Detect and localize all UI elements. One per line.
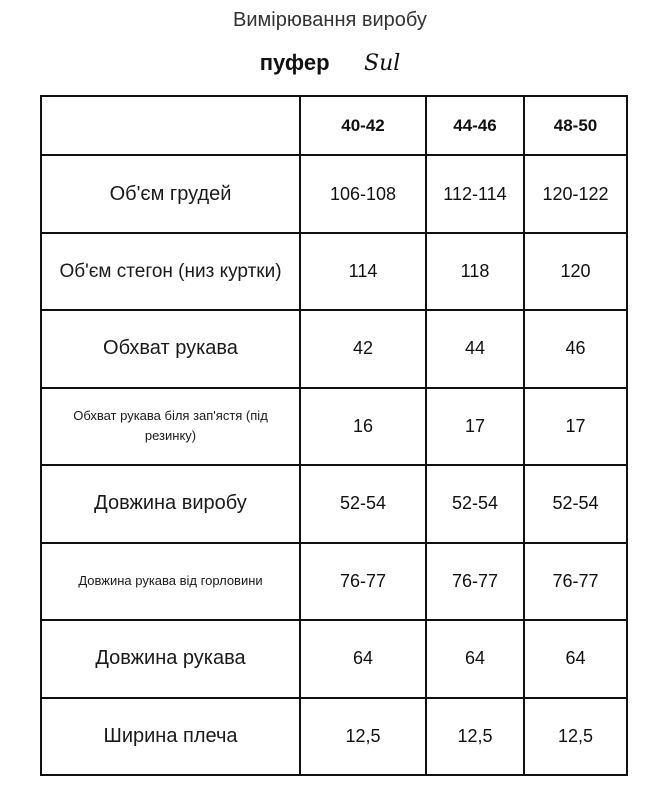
table-cell: 42: [300, 310, 426, 387]
product-name: пуфер: [259, 50, 330, 75]
table-row: [41, 388, 627, 465]
table-row: [41, 698, 627, 775]
size-column-header: 44-46: [426, 96, 524, 155]
table-cell: 112-114: [426, 155, 524, 232]
size-column-header: 40-42: [300, 96, 426, 155]
table-cell: 52-54: [426, 465, 524, 542]
row-label: Об'єм грудей: [41, 155, 300, 232]
product-line: [0, 50, 660, 76]
table-cell: 12,5: [426, 698, 524, 775]
table-cell: 17: [426, 388, 524, 465]
table-row: [41, 620, 627, 697]
table-row: [41, 310, 627, 387]
table-corner-cell: [41, 96, 300, 155]
table-cell: 76-77: [300, 543, 426, 620]
table-cell: 64: [524, 620, 627, 697]
row-label: Об'єм стегон (низ куртки): [41, 233, 300, 310]
table-cell: 44: [426, 310, 524, 387]
table-row: [41, 465, 627, 542]
row-label: Обхват рукава біля зап'ястя (під резинку): [41, 388, 300, 465]
table-header-row: [41, 96, 627, 155]
table-cell: 46: [524, 310, 627, 387]
table-row: [41, 155, 627, 232]
table-cell: 12,5: [300, 698, 426, 775]
table-cell: 64: [300, 620, 426, 697]
table-cell: 118: [426, 233, 524, 310]
table-cell: 76-77: [426, 543, 524, 620]
table-cell: 17: [524, 388, 627, 465]
table-cell: 12,5: [524, 698, 627, 775]
size-table: [40, 95, 628, 776]
table-cell: 16: [300, 388, 426, 465]
row-label: Ширина плеча: [41, 698, 300, 775]
table-cell: 52-54: [300, 465, 426, 542]
table-cell: 76-77: [524, 543, 627, 620]
table-cell: 52-54: [524, 465, 627, 542]
row-label: Обхват рукава: [41, 310, 300, 387]
table-cell: 64: [426, 620, 524, 697]
table-row: [41, 543, 627, 620]
brand-logo: Sul: [364, 50, 401, 76]
row-label: Довжина виробу: [41, 465, 300, 542]
table-row: [41, 233, 627, 310]
table-cell: 120-122: [524, 155, 627, 232]
row-label: Довжина рукава: [41, 620, 300, 697]
size-column-header: 48-50: [524, 96, 627, 155]
table-cell: 114: [300, 233, 426, 310]
page-title: Вимірювання виробу: [233, 9, 427, 31]
table-cell: 120: [524, 233, 627, 310]
row-label: Довжина рукава від горловини: [41, 543, 300, 620]
table-cell: 106-108: [300, 155, 426, 232]
